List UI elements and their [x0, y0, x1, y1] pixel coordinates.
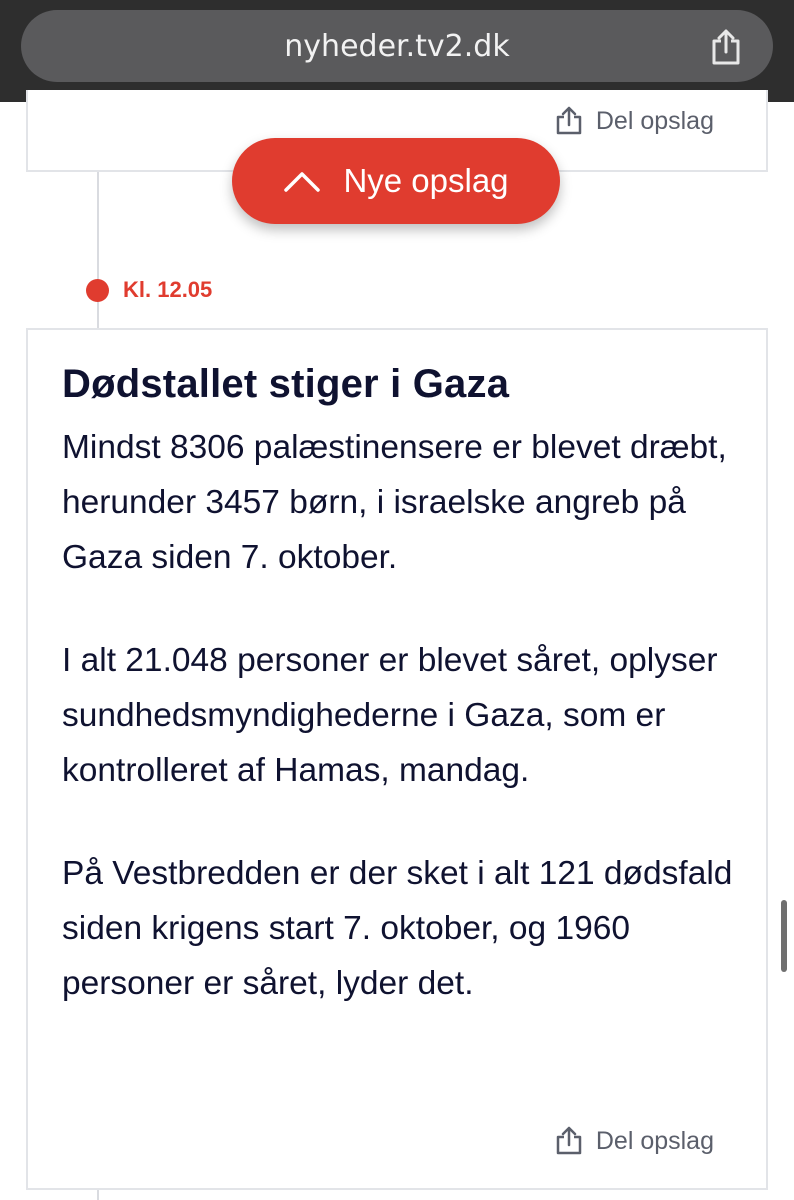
- post-paragraph: På Vestbredden er der sket i alt 121 dødsfald siden krigens start 7. oktober, og 1960 personer er såret, lyder det.: [62, 855, 733, 1002]
- chevron-up-icon: [283, 169, 321, 193]
- post-time: Kl. 12.05: [123, 277, 213, 302]
- url-text[interactable]: nyheder.tv2.dk: [284, 28, 510, 64]
- share-post-label: Del opslag: [595, 106, 714, 135]
- share-icon: [554, 106, 584, 136]
- browser-toolbar: [0, 0, 794, 102]
- new-posts-label: Nye opslag: [343, 162, 509, 199]
- post-paragraph: Mindst 8306 palæstinensere er blevet dræbt, herunder 3457 børn, i israelske angreb på Gaza siden 7. oktober.: [62, 429, 727, 576]
- share-icon: [554, 1126, 584, 1156]
- address-bar[interactable]: [21, 10, 773, 82]
- timeline-dot: [86, 279, 109, 302]
- post-title: Dødstallet stiger i Gaza: [62, 362, 510, 406]
- post-body: [62, 420, 742, 1059]
- timeline-line-upper: [97, 172, 99, 330]
- post-paragraph: I alt 21.048 personer er blevet såret, oplyser sundhedsmyndighederne i Gaza, som er kontrolleret af Hamas, mandag.: [62, 642, 718, 789]
- share-post-button[interactable]: [554, 106, 714, 136]
- new-posts-button[interactable]: [232, 138, 560, 224]
- scrollbar-thumb[interactable]: [781, 900, 787, 972]
- share-icon[interactable]: [709, 28, 743, 66]
- share-post-button[interactable]: [554, 1126, 714, 1156]
- share-post-label: Del opslag: [595, 1126, 714, 1155]
